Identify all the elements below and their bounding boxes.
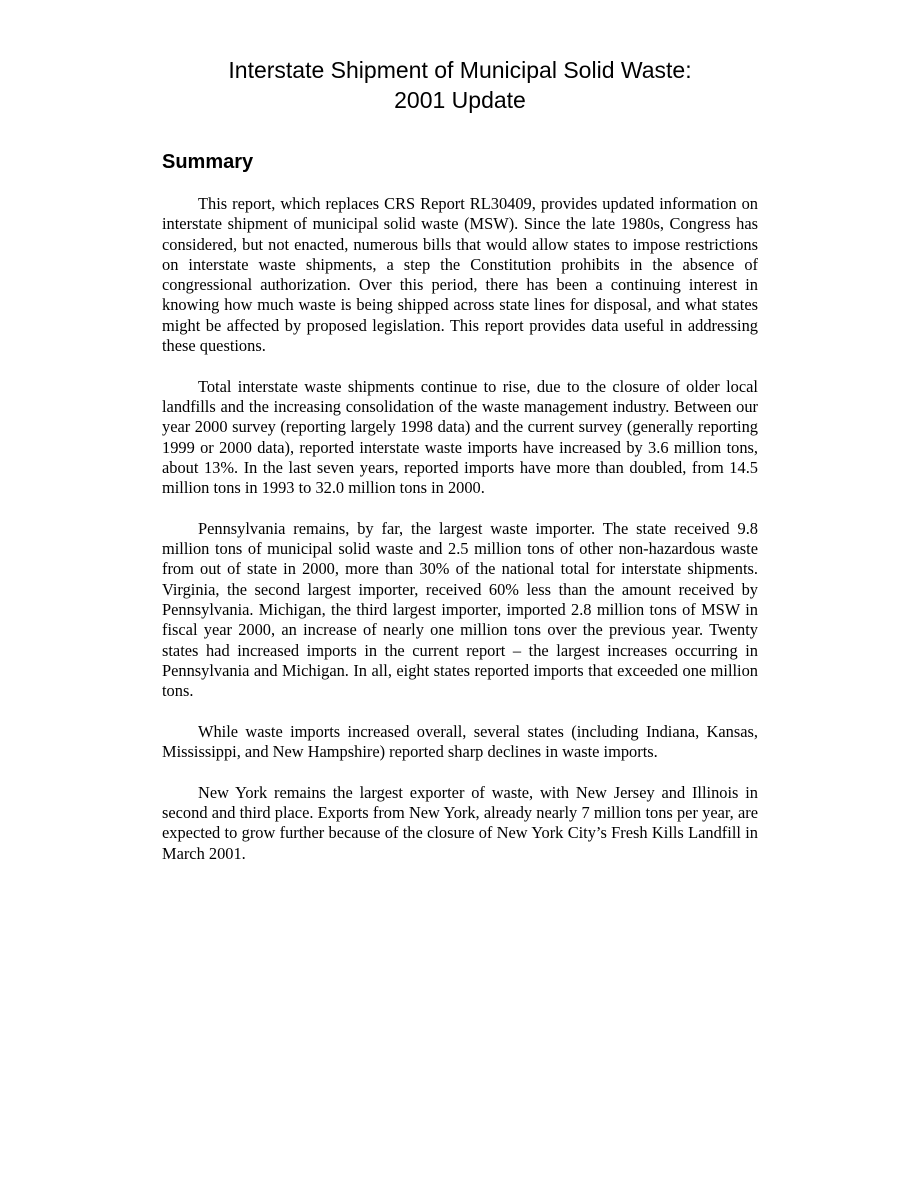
summary-paragraph-3: Pennsylvania remains, by far, the largest waste importer. The state received 9.8 million tons of municipal solid waste and 2.5 million tons of other non-hazardous waste from out of state in 2000, more than 30% of the national total for interstate shipments. Virginia, the second largest importer, received 60% less than the amount received by Pennsylvania. Michigan, the third largest importer, imported 2.8 million tons of MSW in fiscal year 2000, an increase of nearly one million tons over the previous year. Twenty states had increased imports in the current report – the largest increases occurring in Pennsylvania and Michigan. In all, eight states reported imports that exceeded one million tons.	[162, 518, 758, 701]
summary-paragraph-5: New York remains the largest exporter of waste, with New Jersey and Illinois in second and third place. Exports from New York, already nearly 7 million tons per year, are expected to grow further because of the closure of New York City’s Fresh Kills Landfill in March 2001.	[162, 782, 758, 863]
title-line-1: Interstate Shipment of Municipal Solid Waste:	[228, 57, 692, 83]
title-line-2: 2001 Update	[394, 87, 526, 113]
summary-paragraph-2: Total interstate waste shipments continue to rise, due to the closure of older local landfills and the increasing consolidation of the waste management industry. Between our year 2000 survey (reporting largely 1998 data) and the current survey (generally reporting 1999 or 2000 data), reported interstate waste imports have increased by 3.6 million tons, about 13%. In the last seven years, reported imports have more than doubled, from 14.5 million tons in 1993 to 32.0 million tons in 2000.	[162, 376, 758, 498]
summary-paragraph-1: This report, which replaces CRS Report RL30409, provides updated information on interstate shipment of municipal solid waste (MSW). Since the late 1980s, Congress has considered, but not enacted, numerous bills that would allow states to impose restrictions on interstate waste shipments, a step the Constitution prohibits in the absence of congressional authorization. Over this period, there has been a continuing interest in knowing how much waste is being shipped across state lines for disposal, and what states might be affected by proposed legislation. This report provides data useful in addressing these questions.	[162, 194, 758, 356]
document-title	[100, 55, 820, 115]
summary-body	[162, 194, 758, 884]
summary-paragraph-4: While waste imports increased overall, several states (including Indiana, Kansas, Mississippi, and New Hampshire) reported sharp declines in waste imports.	[162, 721, 758, 762]
section-heading-summary: Summary	[162, 151, 254, 173]
